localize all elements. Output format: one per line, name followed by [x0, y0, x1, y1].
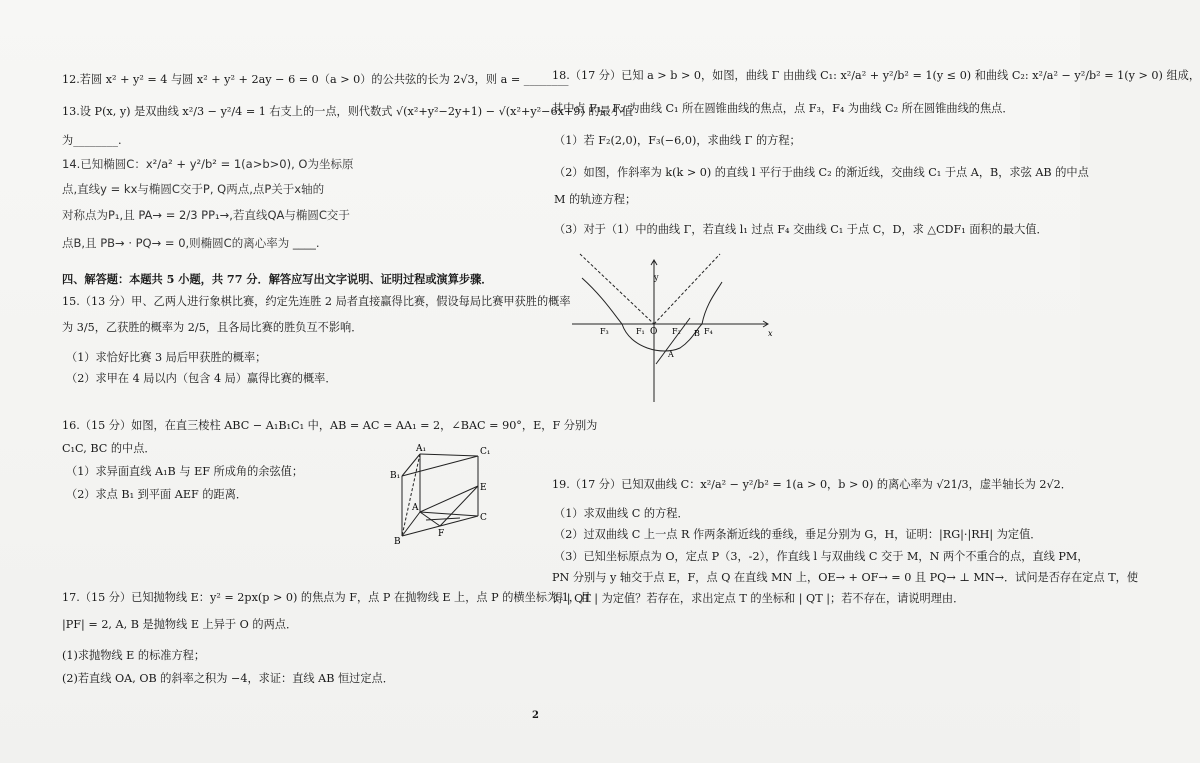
graph-label-f2: F₂ — [672, 327, 681, 336]
question-17-part1: (1)求抛物线 E 的标准方程； — [62, 649, 206, 662]
graph-label-f1: F₁ — [636, 327, 645, 336]
graph-label-x: x — [768, 329, 773, 338]
question-19-part3-line3: 得 | QT | 为定值？若存在，求出定点 T 的坐标和 | QT |；若不存在，请说明理由． — [552, 592, 965, 605]
question-15-part2: （2）求甲在 4 局以内（包含 4 局）赢得比赛的概率． — [66, 372, 337, 385]
section-header: 四、解答题：本题共 5 小题，共 77 分．解答应写出文字说明、证明过程或演算步骤． — [62, 272, 493, 286]
question-14-line2: 点,直线y = kx与椭圆C交于P, Q两点,点P关于x轴的 — [62, 182, 325, 196]
question-13-line1: 13.设 P(x, y) 是双曲线 x²/3 − y²/4 = 1 右支上的一点，则代数式 √(x²+y²−2y+1) − √(x²+y²−6x+9) 的最小值 — [62, 105, 634, 118]
prism-figure — [388, 440, 498, 550]
question-19-part3-line1: （3）已知坐标原点为 O，定点 P（3，-2），作直线 l 与双曲线 C 交于 M，N 两个不重合的点，直线 PM， — [554, 550, 1089, 563]
question-12: 12.若圆 x² + y² = 4 与圆 x² + y² + 2ay − 6 = 0（a > 0）的公共弦的长为 2√3，则 a = ________ — [62, 73, 569, 86]
prism-label-b: B — [394, 537, 401, 547]
page-number: 2 — [532, 710, 539, 721]
prism-label-a1: A₁ — [416, 444, 427, 454]
curve-figure — [572, 240, 812, 410]
question-14-line3: 对称点为P₁,且 PA→ = 2/3 PP₁→,若直线QA与椭圆C交于 — [62, 208, 350, 222]
prism-label-e: E — [480, 483, 487, 493]
question-16-part2: （2）求点 B₁ 到平面 AEF 的距离． — [66, 488, 248, 501]
question-17-line2: |PF| = 2, A, B 是抛物线 E 上异于 O 的两点． — [62, 618, 298, 631]
question-16-line1: 16.（15 分）如图，在直三棱柱 ABC − A₁B₁C₁ 中，AB = AC = AA₁ = 2，∠BAC = 90°，E，F 分别为 — [62, 419, 598, 432]
question-17-part2: (2)若直线 OA, OB 的斜率之积为 −4，求证：直线 AB 恒过定点． — [62, 672, 394, 685]
question-15-line1: 15.（13 分）甲、乙两人进行象棋比赛，约定先连胜 2 局者直接赢得比赛，假设每局比赛甲获胜的概率 — [62, 295, 571, 308]
prism-label-a: A — [412, 503, 419, 513]
graph-label-a: A — [668, 350, 674, 359]
question-15-part1: （1）求恰好比赛 3 局后甲获胜的概率； — [66, 351, 267, 364]
question-18-part2-line2: M 的轨迹方程； — [554, 193, 637, 206]
question-14-line1: 14.已知椭圆C：x²/a² + y²/b² = 1(a>b>0), O为坐标原 — [62, 157, 354, 171]
graph-label-f3: F₃ — [600, 327, 609, 336]
question-14-line4: 点B,且 PB→ · PQ→ = 0,则椭圆C的离心率为 ____. — [62, 236, 320, 250]
prism-label-c1: C₁ — [480, 447, 491, 457]
question-16-part1: （1）求异面直线 A₁B 与 EF 所成角的余弦值； — [66, 465, 304, 478]
question-19-part1: （1）求双曲线 C 的方程． — [554, 507, 689, 520]
question-18-line1: 18.（17 分）已知 a > b > 0，如图，曲线 Γ 由曲线 C₁: x²/a² + y²/b² = 1(y ≤ 0) 和曲线 C₂: x²/a² − y²/b² = 1(y > 0) 组成， — [552, 69, 1200, 82]
prism-label-c: C — [480, 513, 487, 523]
graph-label-f4: F₄ — [704, 327, 713, 336]
question-16-line2: C₁C, BC 的中点． — [62, 442, 156, 455]
prism-label-f: F — [438, 529, 445, 539]
question-18-part2-line1: （2）如图，作斜率为 k(k > 0) 的直线 l 平行于曲线 C₂ 的渐近线，交曲线 C₁ 于点 A，B，求弦 AB 的中点 — [554, 166, 1089, 179]
question-18-part1: （1）若 F₂(2,0)，F₃(−6,0)，求曲线 Γ 的方程； — [554, 134, 801, 147]
graph-label-y: y — [654, 273, 659, 282]
question-19-part3-line2: PN 分别与 y 轴交于点 E，F，点 Q 在直线 MN 上，OE→ + OF→ = 0 且 PQ→ ⊥ MN→．试问是否存在定点 T，使 — [552, 571, 1139, 584]
prism-label-b1: B₁ — [390, 471, 401, 481]
question-13-line2: 为________. — [62, 134, 122, 147]
question-18-part3: （3）对于（1）中的曲线 Γ，若直线 l₁ 过点 F₄ 交曲线 C₁ 于点 C，D，求 △CDF₁ 面积的最大值． — [554, 223, 1048, 236]
question-17-line1: 17.（15 分）已知抛物线 E：y² = 2px(p > 0) 的焦点为 F，点 P 在抛物线 E 上，点 P 的横坐标为 1，且 — [62, 591, 592, 604]
question-19-part2: （2）过双曲线 C 上一点 R 作两条渐近线的垂线，垂足分别为 G，H，证明：|RG|·|RH| 为定值． — [554, 528, 1042, 541]
graph-label-b: B — [694, 329, 700, 338]
question-18-line2: 其中点 F₁，F₂ 为曲线 C₁ 所在圆锥曲线的焦点，点 F₃，F₄ 为曲线 C₂ 所在圆锥曲线的焦点． — [552, 102, 1014, 115]
question-15-line2: 为 3/5，乙获胜的概率为 2/5，且各局比赛的胜负互不影响． — [62, 321, 363, 334]
question-19-line1: 19.（17 分）已知双曲线 C：x²/a² − y²/b² = 1(a > 0，b > 0) 的离心率为 √21/3，虚半轴长为 2√2． — [552, 478, 1072, 491]
graph-label-origin: O — [650, 327, 658, 337]
